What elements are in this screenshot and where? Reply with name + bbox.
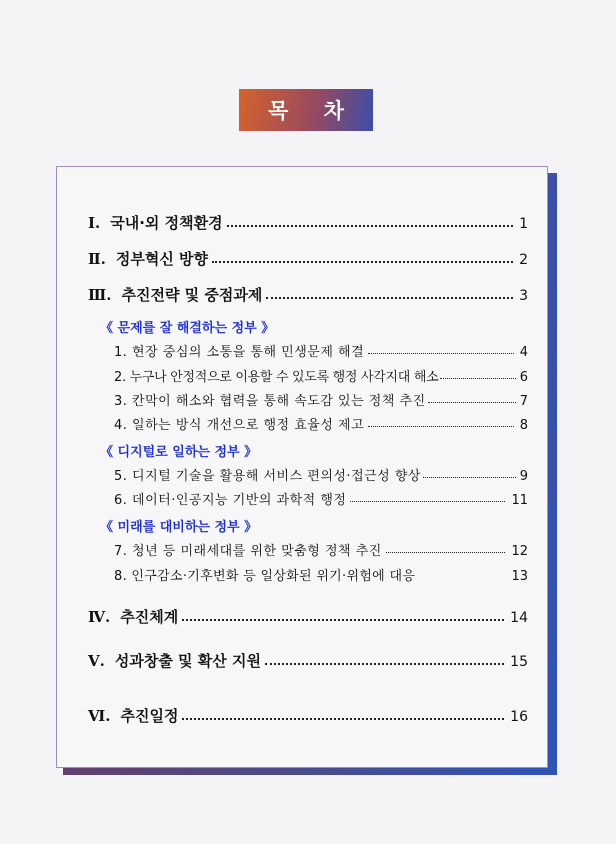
entry-page: 2 <box>519 252 528 268</box>
toc-entry-2[interactable] <box>88 248 528 269</box>
leader-dots <box>368 426 514 427</box>
toc-title <box>239 89 373 131</box>
entry-label: 국내·외 정책환경 <box>110 214 223 232</box>
entry-page: 3 <box>519 288 528 304</box>
entry-label: 추진일정 <box>120 707 179 725</box>
leader-dots <box>266 297 513 299</box>
leader-dots <box>368 353 514 354</box>
entry-number: Ⅳ. <box>88 608 111 626</box>
section-heading-1: 《 문제를 잘 해결하는 정부 》 <box>100 321 275 336</box>
subentry-page: 11 <box>511 493 528 508</box>
toc-title-text: 목 차 <box>268 99 358 123</box>
toc-subentry-6[interactable] <box>114 489 528 508</box>
toc-entry-6[interactable] <box>88 705 528 726</box>
toc-subentry-2[interactable] <box>114 366 528 385</box>
toc-subentry-4[interactable] <box>114 414 528 433</box>
toc-entry-3[interactable] <box>88 284 528 305</box>
entry-label: 정부혁신 방향 <box>115 250 209 268</box>
subentry-label: 6. 데이터·인공지능 기반의 과학적 행정 <box>114 493 347 508</box>
leader-dots <box>265 663 504 665</box>
subentry-page: 7 <box>519 394 528 409</box>
toc-entry-4[interactable] <box>88 606 528 627</box>
entry-label: 추진체계 <box>120 608 179 626</box>
leader-dots <box>386 552 506 553</box>
entry-number: Ⅲ. <box>88 286 112 304</box>
subentry-page: 6 <box>519 370 528 385</box>
leader-dots <box>428 402 516 403</box>
leader-dots <box>227 225 513 227</box>
entry-label: 성과창출 및 확산 지원 <box>114 652 261 670</box>
entry-number: Ⅵ. <box>88 707 111 725</box>
subentry-page: 13 <box>511 569 528 584</box>
leader-dots <box>350 501 505 502</box>
subentry-label: 4. 일하는 방식 개선으로 행정 효율성 제고 <box>114 418 365 433</box>
leader-dots <box>440 378 515 379</box>
entry-page: 14 <box>510 610 528 626</box>
leader-dots <box>423 477 516 478</box>
subentry-label: 1. 현장 중심의 소통을 통해 민생문제 해결 <box>114 345 365 360</box>
leader-dots <box>182 619 504 621</box>
entry-page: 16 <box>510 709 528 725</box>
entry-number: Ⅴ. <box>88 652 105 670</box>
subentry-label: 7. 청년 등 미래세대를 위한 맞춤형 정책 추진 <box>114 544 382 559</box>
subentry-page: 8 <box>519 418 528 433</box>
entry-page: 15 <box>510 654 528 670</box>
subentry-label: 3. 칸막이 해소와 협력을 통해 속도감 있는 정책 추진 <box>114 394 426 409</box>
subentry-page: 9 <box>519 469 528 484</box>
section-heading-3: 《 미래를 대비하는 정부 》 <box>100 520 258 535</box>
subentry-page: 4 <box>519 345 528 360</box>
toc-subentry-1[interactable] <box>114 341 528 360</box>
subentry-page: 12 <box>511 544 528 559</box>
entry-number: Ⅱ. <box>88 250 106 268</box>
toc-entry-1[interactable] <box>88 212 528 233</box>
leader-dots <box>182 718 504 720</box>
leader-dots <box>212 261 513 263</box>
toc-subentry-5[interactable] <box>114 465 528 484</box>
toc-entry-5[interactable] <box>88 650 528 671</box>
entry-page: 1 <box>519 216 528 232</box>
subentry-label: 5. 디지털 기술을 활용해 서비스 편의성·접근성 향상 <box>114 469 421 484</box>
toc-subentry-8[interactable] <box>114 565 528 584</box>
subentry-label: 2. 누구나 안정적으로 이용할 수 있도록 행정 사각지대 해소 <box>114 370 439 385</box>
toc-subentry-3[interactable] <box>114 390 528 409</box>
entry-number: Ⅰ. <box>88 214 101 232</box>
subentry-label: 8. 인구감소·기후변화 등 일상화된 위기·위험에 대응 <box>114 569 416 584</box>
toc-subentry-7[interactable] <box>114 540 528 559</box>
entry-label: 추진전략 및 중점과제 <box>121 286 263 304</box>
section-heading-2: 《 디지털로 일하는 정부 》 <box>100 445 258 460</box>
